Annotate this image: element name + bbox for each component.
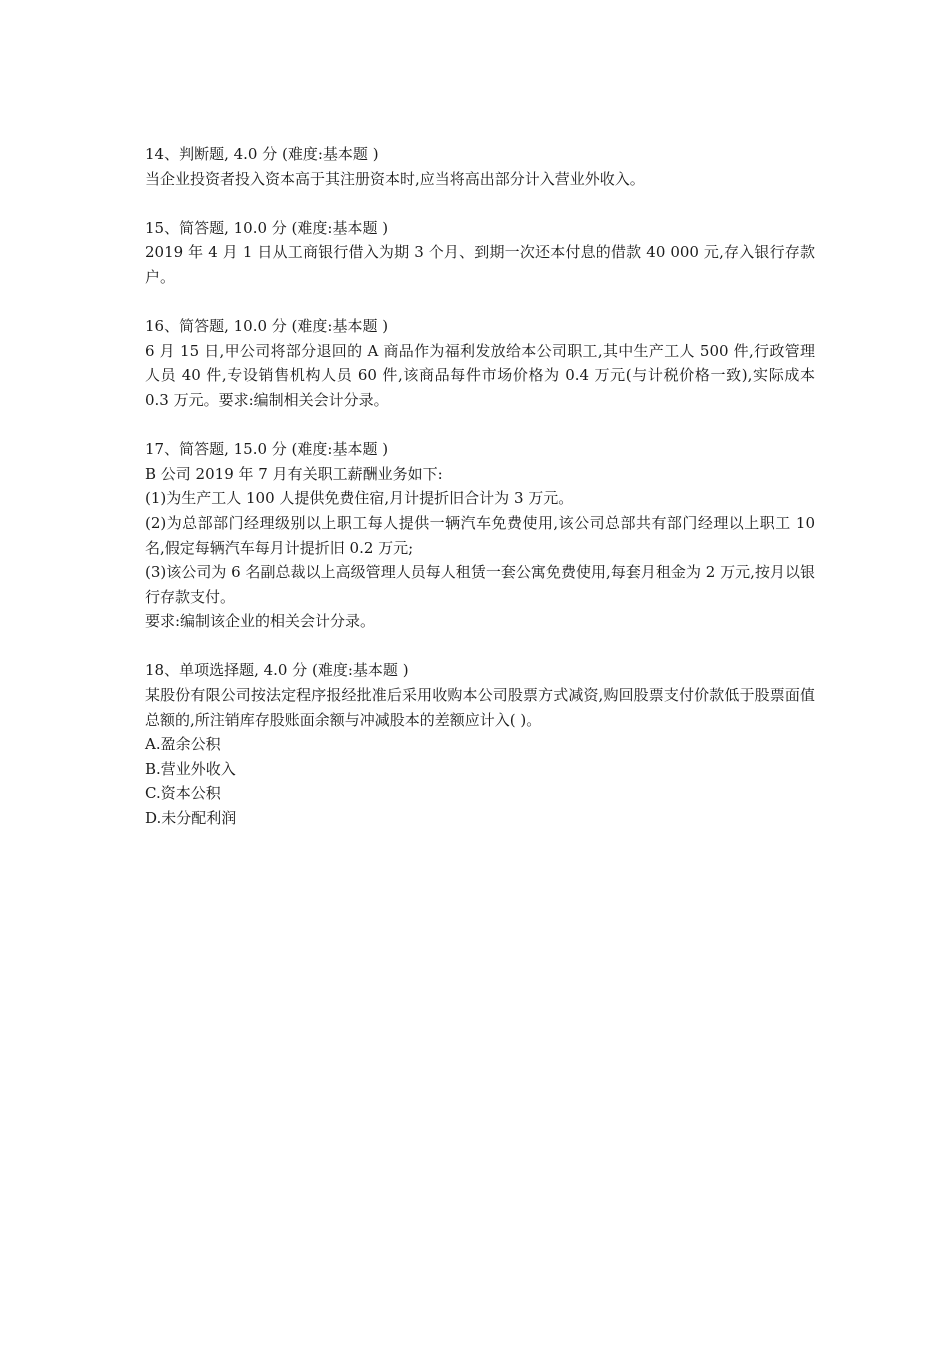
option-c: C.资本公积 xyxy=(145,784,221,803)
document-page xyxy=(145,142,815,855)
question-text: 某股份有限公司按法定程序报经批准后采用收购本公司股票方式减资,购回股票支付价款低于股票面值总额的,所注销库存股账面余额与冲减股本的差额应计入( )。 xyxy=(145,686,815,729)
question-text: 6 月 15 日,甲公司将部分退回的 A 商品作为福利发放给本公司职工,其中生产工人 500 件,行政管理人员 40 件,专设销售机构人员 60 件,该商品每件市场价格为 0.4 万元(与计税价格一致),实际成本 0.3 万元。要求:编制相关会计分录。 xyxy=(145,341,815,409)
question-14 xyxy=(145,142,815,191)
question-15 xyxy=(145,216,815,290)
question-16 xyxy=(145,314,815,412)
question-header: 18、单项选择题, 4.0 分 (难度:基本题 ) xyxy=(145,661,409,680)
question-header: 15、简答题, 10.0 分 (难度:基本题 ) xyxy=(145,218,389,237)
question-text: (2)为总部部门经理级别以上职工每人提供一辆汽车免费使用,该公司总部共有部门经理以上职工 10 名,假定每辆汽车每月计提折旧 0.2 万元; xyxy=(145,513,815,557)
option-b: B.营业外收入 xyxy=(145,759,236,778)
question-text: (3)该公司为 6 名副总裁以上高级管理人员每人租赁一套公寓免费使用,每套月租金为 2 万元,按月以银行存款支付。 xyxy=(145,563,815,606)
option-d: D.未分配利润 xyxy=(145,809,237,828)
question-text: B 公司 2019 年 7 月有关职工薪酬业务如下: xyxy=(145,464,443,483)
question-text: 要求:编制该企业的相关会计分录。 xyxy=(145,612,376,631)
question-17 xyxy=(145,437,815,634)
question-text: (1)为生产工人 100 人提供免费住宿,月计提折旧合计为 3 万元。 xyxy=(145,489,574,508)
question-18 xyxy=(145,658,815,830)
question-header: 17、简答题, 15.0 分 (难度:基本题 ) xyxy=(145,440,389,459)
option-a: A.盈余公积 xyxy=(145,735,221,754)
question-header: 16、简答题, 10.0 分 (难度:基本题 ) xyxy=(145,317,389,336)
question-header: 14、判断题, 4.0 分 (难度:基本题 ) xyxy=(145,145,379,163)
question-text: 当企业投资者投入资本高于其注册资本时,应当将高出部分计入营业外收入。 xyxy=(145,169,645,188)
question-text: 2019 年 4 月 1 日从工商银行借入为期 3 个月、到期一次还本付息的借款 40 000 元,存入银行存款户。 xyxy=(145,243,815,286)
